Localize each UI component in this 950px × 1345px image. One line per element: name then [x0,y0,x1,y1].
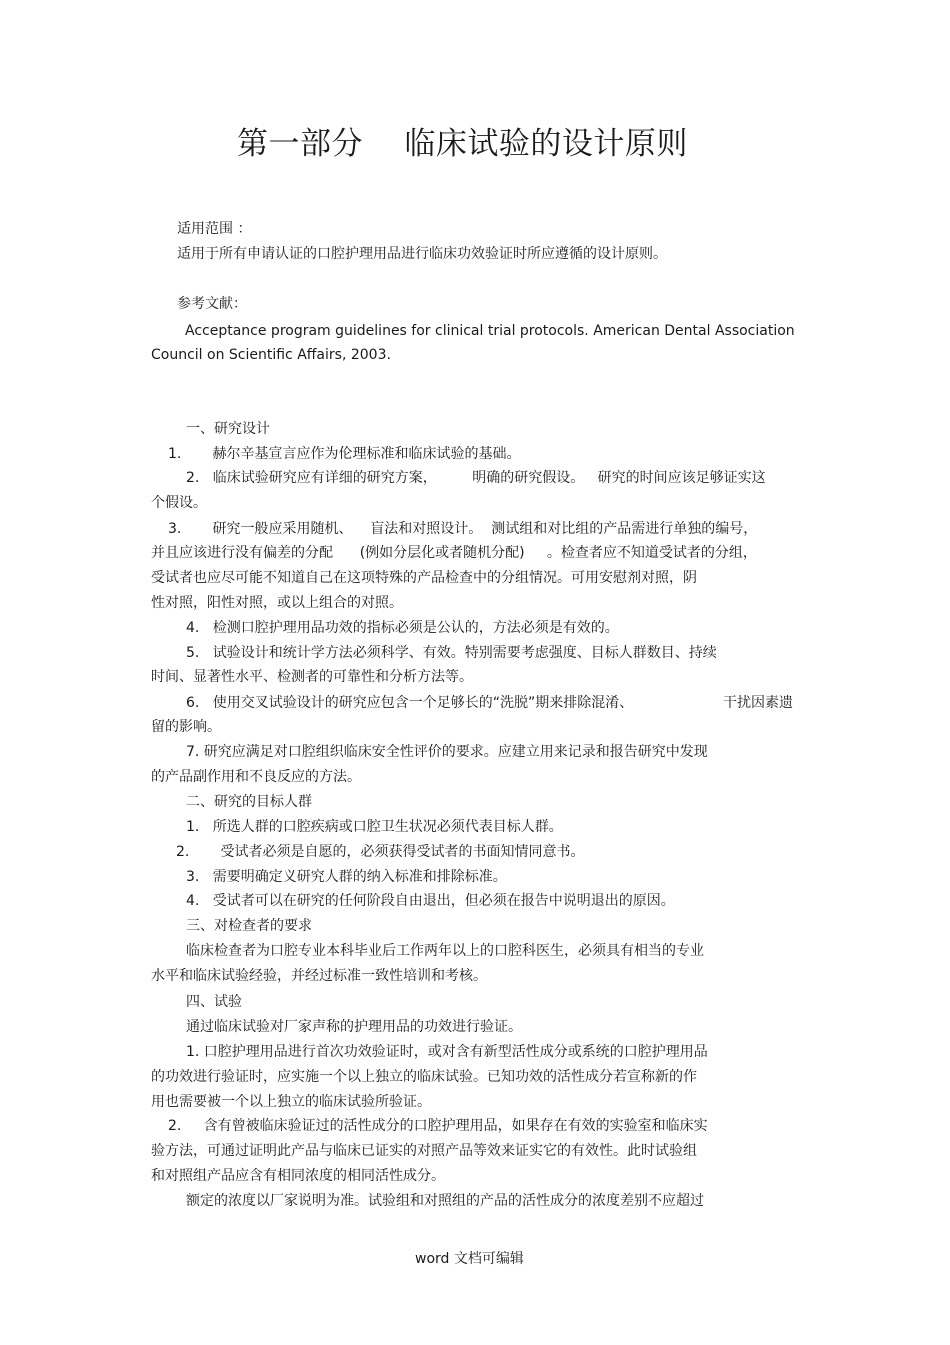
section-1-heading: 一、研究设计 [186,421,270,437]
s4-item-3-line-1: 额定的浓度以厂家说明为准。试验组和对照组的产品的活性成分的浓度差别不应超过 [186,1193,704,1209]
s3-para-line-1: 临床检查者为口腔专业本科毕业后工作两年以上的口腔科医生，必须具有相当的专业 [186,943,704,959]
refs-label: 参考文献： [177,296,247,312]
s1-item-1: 1. 赫尔辛基宣言应作为伦理标准和临床试验的基础。 [168,446,521,462]
s1-item-3-line-2: 并且应该进行没有偏差的分配 (例如分层化或者随机分配) 。检查者应不知道受试者的分组， [151,545,757,561]
s1-item-7-line-1: 7. 研究应满足对口腔组织临床安全性评价的要求。应建立用来记录和报告研究中发现 [186,744,708,760]
s4-item-2-line-3: 和对照组产品应含有相同浓度的相同活性成分。 [151,1168,445,1184]
s2-item-2: 2. 受试者必须是自愿的，必须获得受试者的书面知情同意书。 [176,844,585,860]
s4-item-2-line-1: 2. 含有曾被临床验证过的活性成分的口腔护理用品，如果存在有效的实验室和临床实 [168,1118,708,1134]
s2-item-4: 4. 受试者可以在研究的任何阶段自由退出，但必须在报告中说明退出的原因。 [186,893,675,909]
s1-item-3-line-1: 3. 研究一般应采用随机、 盲法和对照设计。 测试组和对比组的产品需进行单独的编号， [168,521,758,537]
s1-item-6-line-1: 6. 使用交叉试验设计的研究应包含一个足够长的“洗脱”期来排除混淆、 [186,695,634,711]
section-3-heading: 三、对检查者的要求 [186,918,312,934]
scope-label: 适用范围 ： [177,221,252,237]
s4-item-1-line-1: 1. 口腔护理用品进行首次功效验证时，或对含有新型活性成分或系统的口腔护理用品 [186,1044,708,1060]
s3-para-line-2: 水平和临床试验经验，并经过标准一致性培训和考核。 [151,968,487,984]
section-2-heading: 二、研究的目标人群 [186,794,312,810]
s2-item-3: 3. 需要明确定义研究人群的纳入标准和排除标准。 [186,869,507,885]
s1-item-6-line-2: 留的影响。 [151,719,221,735]
s4-item-1-line-3: 用也需要被一个以上独立的临床试验所验证。 [151,1094,431,1110]
s1-item-5-line-2: 时间、显著性水平、检测者的可靠性和分析方法等。 [151,669,473,685]
s1-item-3-line-3: 受试者也应尽可能不知道自己在这项特殊的产品检查中的分组情况。可用安慰剂对照，阴 [151,570,697,586]
s1-item-3-line-4: 性对照，阳性对照，或以上组合的对照。 [151,595,403,611]
scope-text: 适用于所有申请认证的口腔护理用品进行临床功效验证时所应遵循的设计原则。 [177,246,667,262]
s1-item-2-line-2: 个假设。 [151,495,207,511]
s4-intro: 通过临床试验对厂家声称的护理用品的功效进行验证。 [186,1019,522,1035]
s4-item-2-line-2: 验方法，可通过证明此产品与临床已证实的对照产品等效来证实它的有效性。此时试验组 [151,1143,697,1159]
page-title: 第一部分 临床试验的设计原则 [237,126,688,162]
s1-item-4: 4. 检测口腔护理用品功效的指标必须是公认的，方法必须是有效的。 [186,620,619,636]
s1-item-2-line-1: 2. 临床试验研究应有详细的研究方案， 明确的研究假设。 研究的时间应该足够证实这 [186,470,766,486]
s4-item-1-line-2: 的功效进行验证时，应实施一个以上独立的临床试验。已知功效的活性成分若宣称新的作 [151,1069,697,1085]
s1-item-5-line-1: 5. 试验设计和统计学方法必须科学、有效。特别需要考虑强度、目标人群数目、持续 [186,645,717,661]
page-footer: word 文档可编辑 [415,1251,524,1267]
s1-item-7-line-2: 的产品副作用和不良反应的方法。 [151,769,361,785]
s1-item-6-line-1-tail: 干扰因素遗 [723,695,793,711]
s2-item-1: 1. 所选人群的口腔疾病或口腔卫生状况必须代表目标人群。 [186,819,563,835]
reference-line-1: Acceptance program guidelines for clinical trial protocols. American Dental Association [185,323,795,339]
section-4-heading: 四、试验 [186,994,242,1010]
reference-line-2: Council on Scientific Affairs, 2003. [151,347,391,363]
